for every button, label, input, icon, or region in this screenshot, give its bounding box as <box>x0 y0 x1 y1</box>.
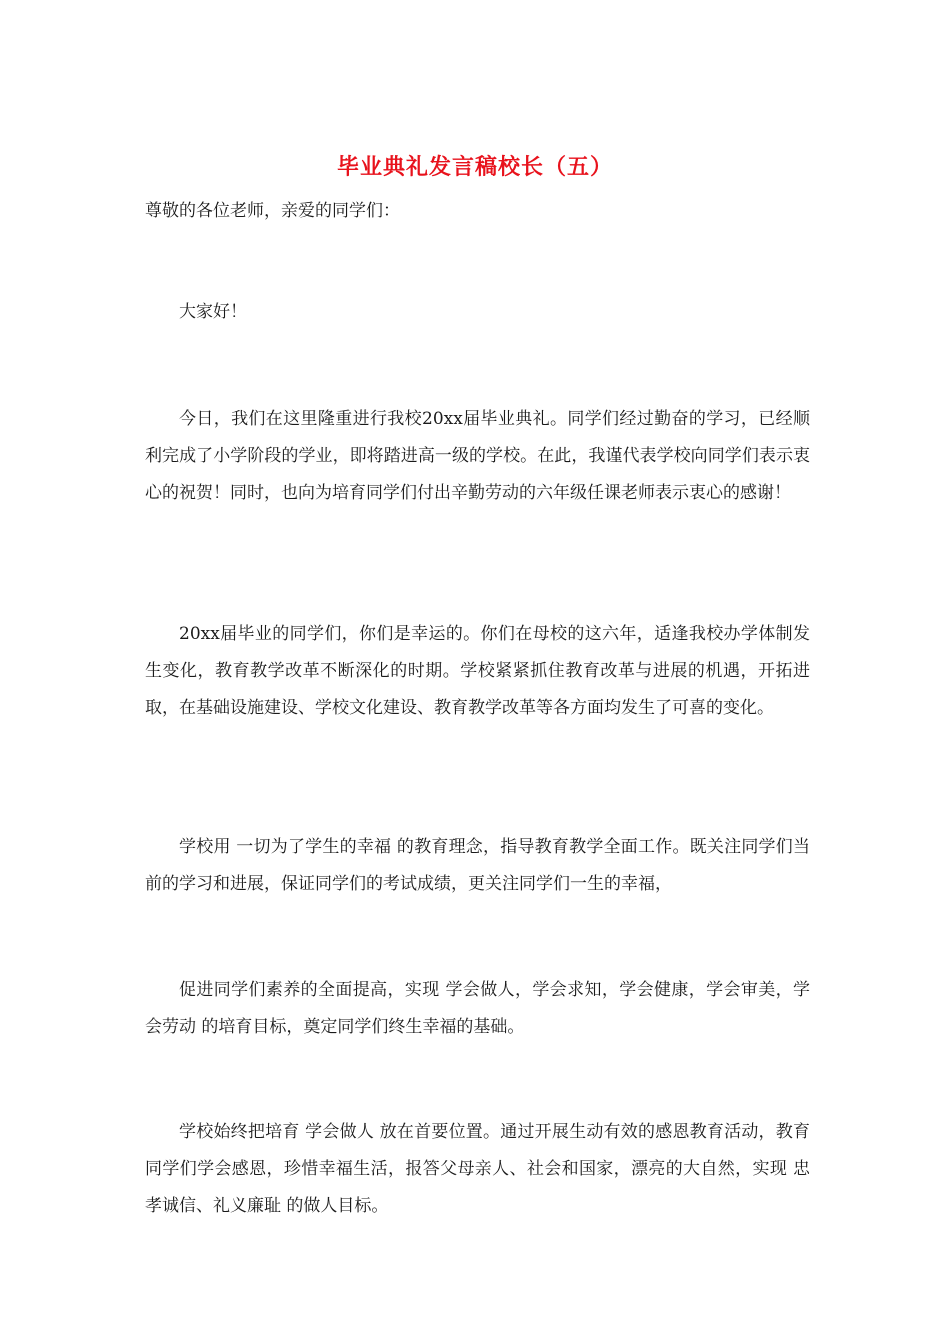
body-paragraph-4: 促进同学们素养的全面提高，实现 学会做人，学会求知，学会健康，学会审美，学会劳动 的培育目标，奠定同学们终生幸福的基础。 <box>145 980 810 1037</box>
body-paragraph-2: 20xx届毕业的同学们，你们是幸运的。你们在母校的这六年，适逢我校办学体制发生变化，教育教学改革不断深化的时期。学校紧紧抓住教育改革与进展的机遇，开拓进取，在基础设施建设、学校文化建设、教育教学改革等各方面均发生了可喜的变化。 <box>145 624 810 718</box>
salutation: 尊敬的各位老师，亲爱的同学们： <box>145 201 400 221</box>
greeting-paragraph: 大家好！ <box>179 302 247 322</box>
body-paragraph-3: 学校用 一切为了学生的幸福 的教育理念，指导教育教学全面工作。既关注同学们当前的学习和进展，保证同学们的考试成绩，更关注同学们一生的幸福， <box>145 837 810 894</box>
document-title: 毕业典礼发言稿校长（五） <box>336 154 613 180</box>
body-paragraph-5: 学校始终把培育 学会做人 放在首要位置。通过开展生动有效的感恩教育活动，教育同学们学会感恩，珍惜幸福生活，报答父母亲人、社会和国家，漂亮的大自然，实现 忠孝诚信、礼义廉耻 的做人目标。 <box>145 1122 810 1216</box>
body-paragraph-1: 今日，我们在这里隆重进行我校20xx届毕业典礼。同学们经过勤奋的学习，已经顺利完成了小学阶段的学业，即将踏进高一级的学校。在此，我谨代表学校向同学们表示衷心的祝贺！同时，也向为培育同学们付出辛勤劳动的六年级任课老师表示衷心的感谢！ <box>145 409 810 503</box>
